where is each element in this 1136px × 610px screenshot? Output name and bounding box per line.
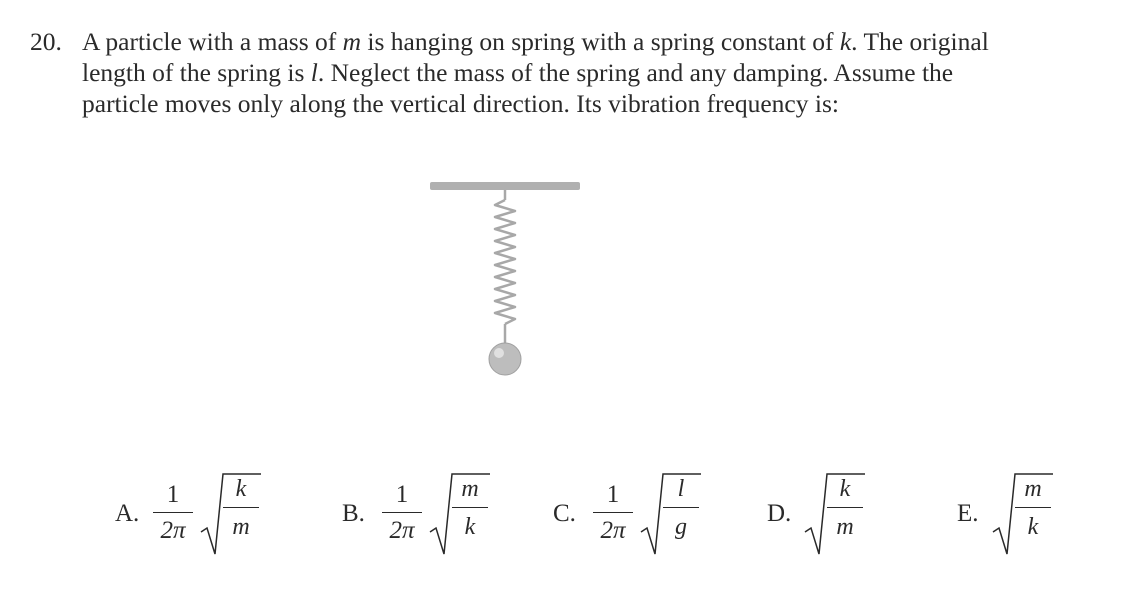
option-b-radical bbox=[426, 470, 490, 560]
option-a-letter: A. bbox=[115, 500, 140, 527]
text-segment: is hanging on spring with a spring constant of bbox=[361, 27, 840, 56]
variable-l: l bbox=[310, 58, 318, 87]
option-b-fraction bbox=[382, 480, 422, 546]
fraction-bar bbox=[382, 512, 422, 513]
variable-m: m bbox=[342, 27, 362, 56]
text-segment: . The original bbox=[851, 27, 989, 56]
radicand-bar bbox=[1015, 507, 1051, 508]
question-number: 20. bbox=[30, 27, 62, 56]
radicand bbox=[661, 474, 701, 542]
question-line-1 bbox=[82, 26, 1110, 57]
spring-mass-figure bbox=[425, 178, 585, 388]
radicand bbox=[1013, 474, 1053, 542]
radicand-bar bbox=[452, 507, 488, 508]
question-text bbox=[82, 26, 1110, 119]
option-d-letter: D. bbox=[767, 500, 792, 527]
fraction-bar bbox=[153, 512, 193, 513]
radicand bbox=[825, 474, 865, 542]
option-c-radical bbox=[637, 470, 701, 560]
radicand-denominator: m bbox=[232, 514, 250, 540]
variable-k: k bbox=[839, 27, 852, 56]
radicand-numerator: l bbox=[677, 476, 685, 502]
fraction-bar bbox=[593, 512, 633, 513]
radicand-denominator: k bbox=[1027, 514, 1039, 540]
radicand-bar bbox=[663, 507, 699, 508]
option-e-radical bbox=[989, 470, 1053, 560]
radicand-denominator: g bbox=[675, 514, 687, 540]
ball-highlight bbox=[494, 348, 504, 358]
option-c-fraction bbox=[593, 480, 633, 546]
radicand-denominator: k bbox=[464, 514, 476, 540]
question bbox=[30, 26, 1110, 119]
option-b-letter: B. bbox=[342, 500, 365, 527]
option-d[interactable] bbox=[767, 470, 877, 560]
fraction-denominator: 2π bbox=[389, 517, 415, 544]
spring-coil bbox=[495, 200, 515, 324]
option-a-radical bbox=[197, 470, 261, 560]
option-a[interactable] bbox=[115, 470, 255, 560]
text-segment: . Neglect the mass of the spring and any damping. Assume the bbox=[317, 58, 954, 87]
text-segment: length of the spring is bbox=[82, 58, 311, 87]
text-segment: A particle with a mass of bbox=[82, 27, 343, 56]
fraction-numerator: 1 bbox=[166, 481, 180, 508]
radicand-bar bbox=[223, 507, 259, 508]
radicand-numerator: k bbox=[235, 476, 247, 502]
question-line-3: particle moves only along the vertical direction. Its vibration frequency is: bbox=[82, 89, 839, 118]
fraction-numerator: 1 bbox=[606, 481, 620, 508]
option-d-radical bbox=[801, 470, 865, 560]
fraction-numerator: 1 bbox=[395, 481, 409, 508]
option-a-fraction bbox=[153, 480, 193, 546]
radicand bbox=[450, 474, 490, 542]
fraction-denominator: 2π bbox=[160, 517, 186, 544]
option-c-letter: C. bbox=[553, 500, 576, 527]
fraction-denominator: 2π bbox=[600, 517, 626, 544]
option-c[interactable] bbox=[553, 470, 693, 560]
mass-ball bbox=[489, 343, 521, 375]
radicand-denominator: m bbox=[836, 514, 854, 540]
radicand bbox=[221, 474, 261, 542]
radicand-numerator: m bbox=[1024, 476, 1042, 502]
radicand-bar bbox=[827, 507, 863, 508]
option-e[interactable] bbox=[957, 470, 1067, 560]
question-line-2 bbox=[82, 57, 1110, 88]
option-b[interactable] bbox=[342, 470, 482, 560]
radicand-numerator: m bbox=[461, 476, 479, 502]
option-e-letter: E. bbox=[957, 500, 979, 527]
ceiling-bar bbox=[430, 182, 580, 190]
radicand-numerator: k bbox=[839, 476, 851, 502]
